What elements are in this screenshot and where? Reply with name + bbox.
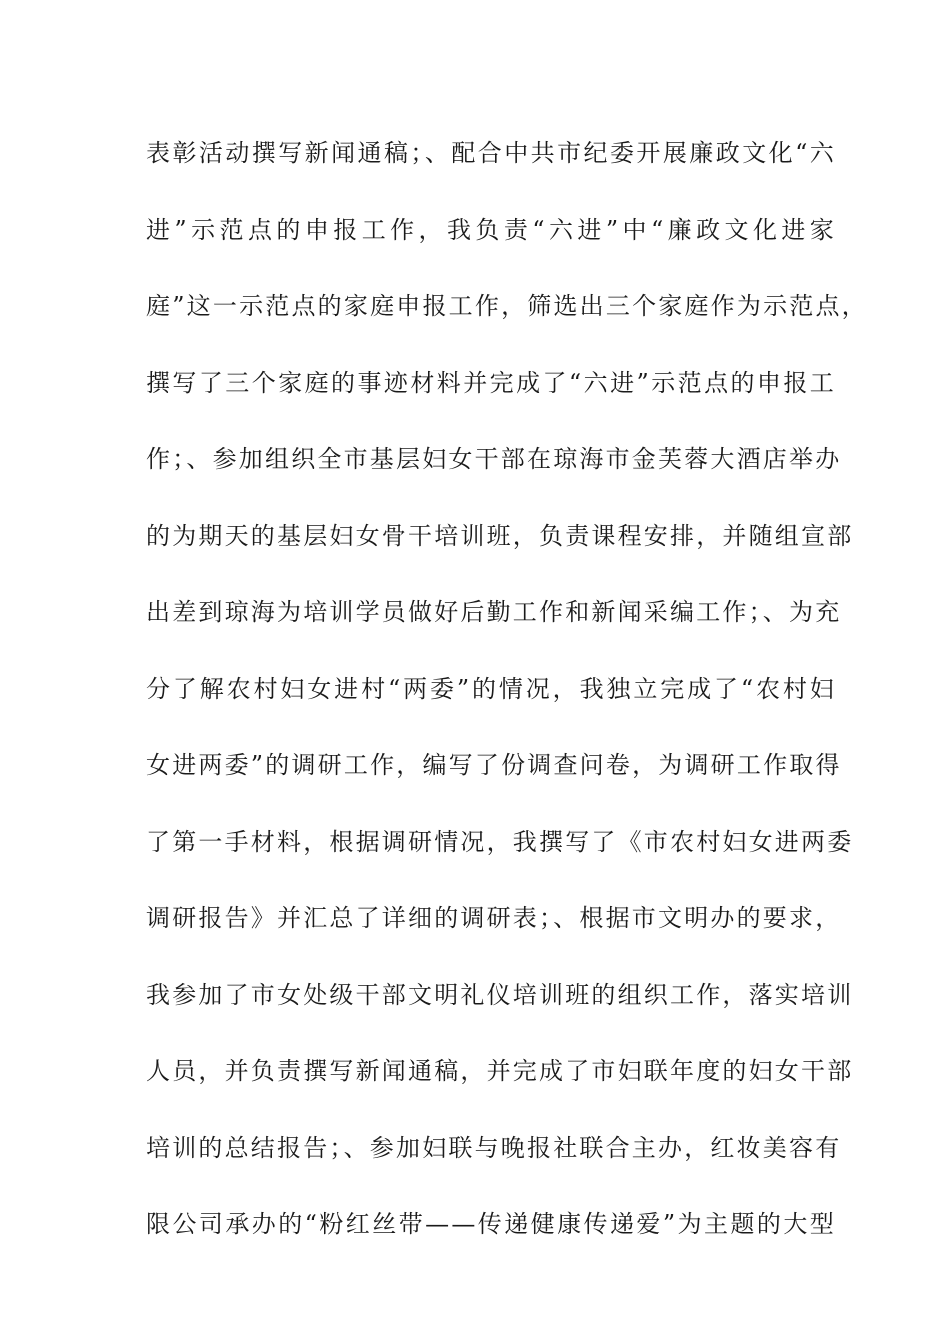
text-line: 进”示范点的申报工作，我负责“六进”中“廉政文化进家 [146,215,836,244]
text-line: 分了解农村妇女进村“两委”的情况，我独立完成了“农村妇 [146,674,836,703]
text-line: 我参加了市女处级干部文明礼仪培训班的组织工作，落实培训 [146,980,854,1009]
text-line: 了第一手材料，根据调研情况，我撰写了《市农村妇女进两委 [146,827,854,856]
text-line: 出差到琼海为培训学员做好后勤工作和新闻采编工作；、为充 [146,598,842,626]
text-line: 庭”这一示范点的家庭申报工作，筛选出三个家庭作为示范点， [146,292,868,320]
text-line: 人员，并负责撰写新闻通稿，并完成了市妇联年度的妇女干部 [146,1057,854,1085]
text-line: 作；、参加组织全市基层妇女干部在琼海市金芙蓉大酒店举办 [146,445,842,473]
text-line: 女进两委”的调研工作，编写了份调查问卷，为调研工作取得 [146,751,842,779]
text-line: 限公司承办的“粉红丝带——传递健康传递爱”为主题的大型 [146,1210,836,1238]
body-text [146,134,868,1244]
text-line: 表彰活动撰写新闻通稿；、配合中共市纪委开展廉政文化“六 [146,139,836,167]
text-line: 培训的总结报告；、参加妇联与晚报社联合主办，红妆美容有 [146,1133,842,1162]
text-line: 调研报告》并汇总了详细的调研表；、根据市文明办的要求， [146,904,842,932]
text-line: 撰写了三个家庭的事迹材料并完成了“六进”示范点的申报工 [146,368,836,397]
text-line: 的为期天的基层妇女骨干培训班，负责课程安排，并随组宣部 [146,521,854,550]
